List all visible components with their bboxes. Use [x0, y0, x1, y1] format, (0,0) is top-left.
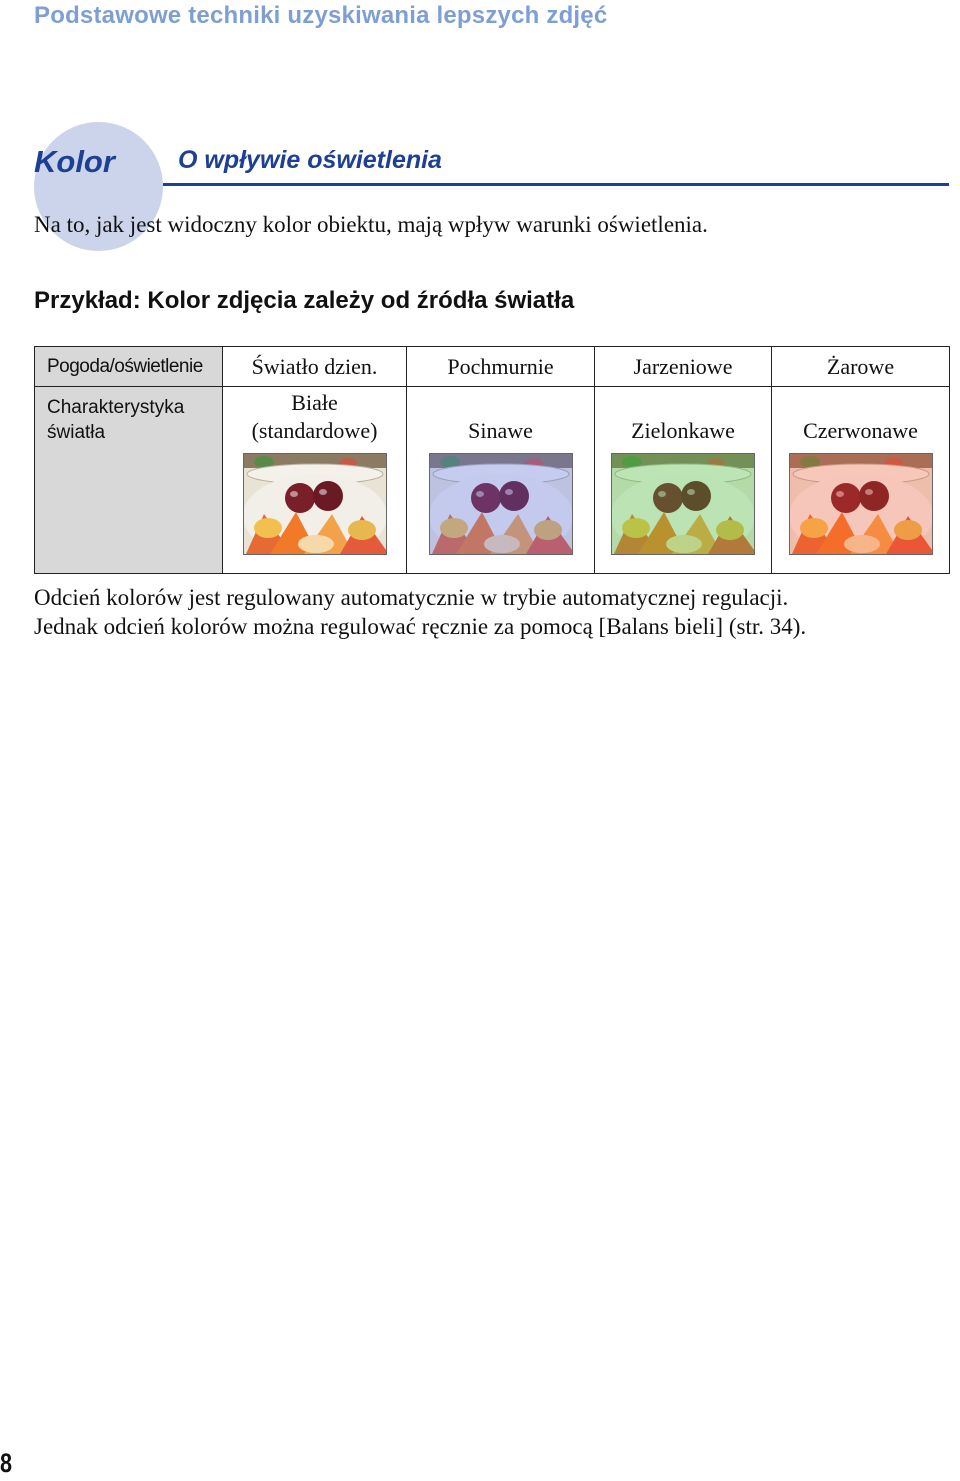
characteristic-line: Sinawe [468, 418, 533, 443]
row-header-weather: Pogoda/oświetlenie [35, 347, 223, 387]
note-line: Odcień kolorów jest regulowany automatycznie w trybie automatycznej regulacji. [34, 585, 789, 610]
lighting-table [34, 346, 950, 574]
section-tag: Kolor [34, 144, 115, 179]
fruit-photo-thumbnail [429, 453, 573, 555]
fruit-photo-thumbnail [789, 453, 933, 555]
row-header-characteristic [35, 387, 223, 574]
header-title: Podstawowe techniki uzyskiwania lepszych zdjęć [34, 2, 608, 29]
characteristic-cell [772, 387, 950, 574]
fruit-photo-thumbnail [243, 453, 387, 555]
characteristic-cell [407, 387, 595, 574]
characteristic-line: Zielonkawe [631, 418, 735, 443]
characteristic-line: (standardowe) [251, 418, 378, 443]
source-cell: Żarowe [772, 347, 950, 387]
note-line: Jednak odcień kolorów można regulować ręcznie za pomocą [Balans bieli] (str. 34). [34, 614, 807, 639]
source-cell: Jarzeniowe [595, 347, 772, 387]
fruit-photo-thumbnail [611, 453, 755, 555]
page-number: 8 [0, 1448, 13, 1478]
source-cell: Światło dzien. [223, 347, 407, 387]
characteristic-line: Czerwonawe [803, 418, 918, 443]
row-header-line: Charakterystyka [47, 397, 185, 418]
row-header-line: światła [47, 422, 106, 443]
intro-text: Na to, jak jest widoczny kolor obiektu, mają wpływ warunki oświetlenia. [34, 212, 708, 237]
characteristic-cell [223, 387, 407, 574]
table-row [35, 347, 950, 387]
table-row [35, 387, 950, 574]
section-rule [163, 183, 949, 186]
note-text [34, 583, 806, 641]
section-subtitle: O wpływie oświetlenia [178, 146, 442, 174]
example-heading: Przykład: Kolor zdjęcia zależy od źródła światła [34, 287, 575, 314]
characteristic-line: Białe [291, 390, 338, 415]
source-cell: Pochmurnie [407, 347, 595, 387]
characteristic-cell [595, 387, 772, 574]
